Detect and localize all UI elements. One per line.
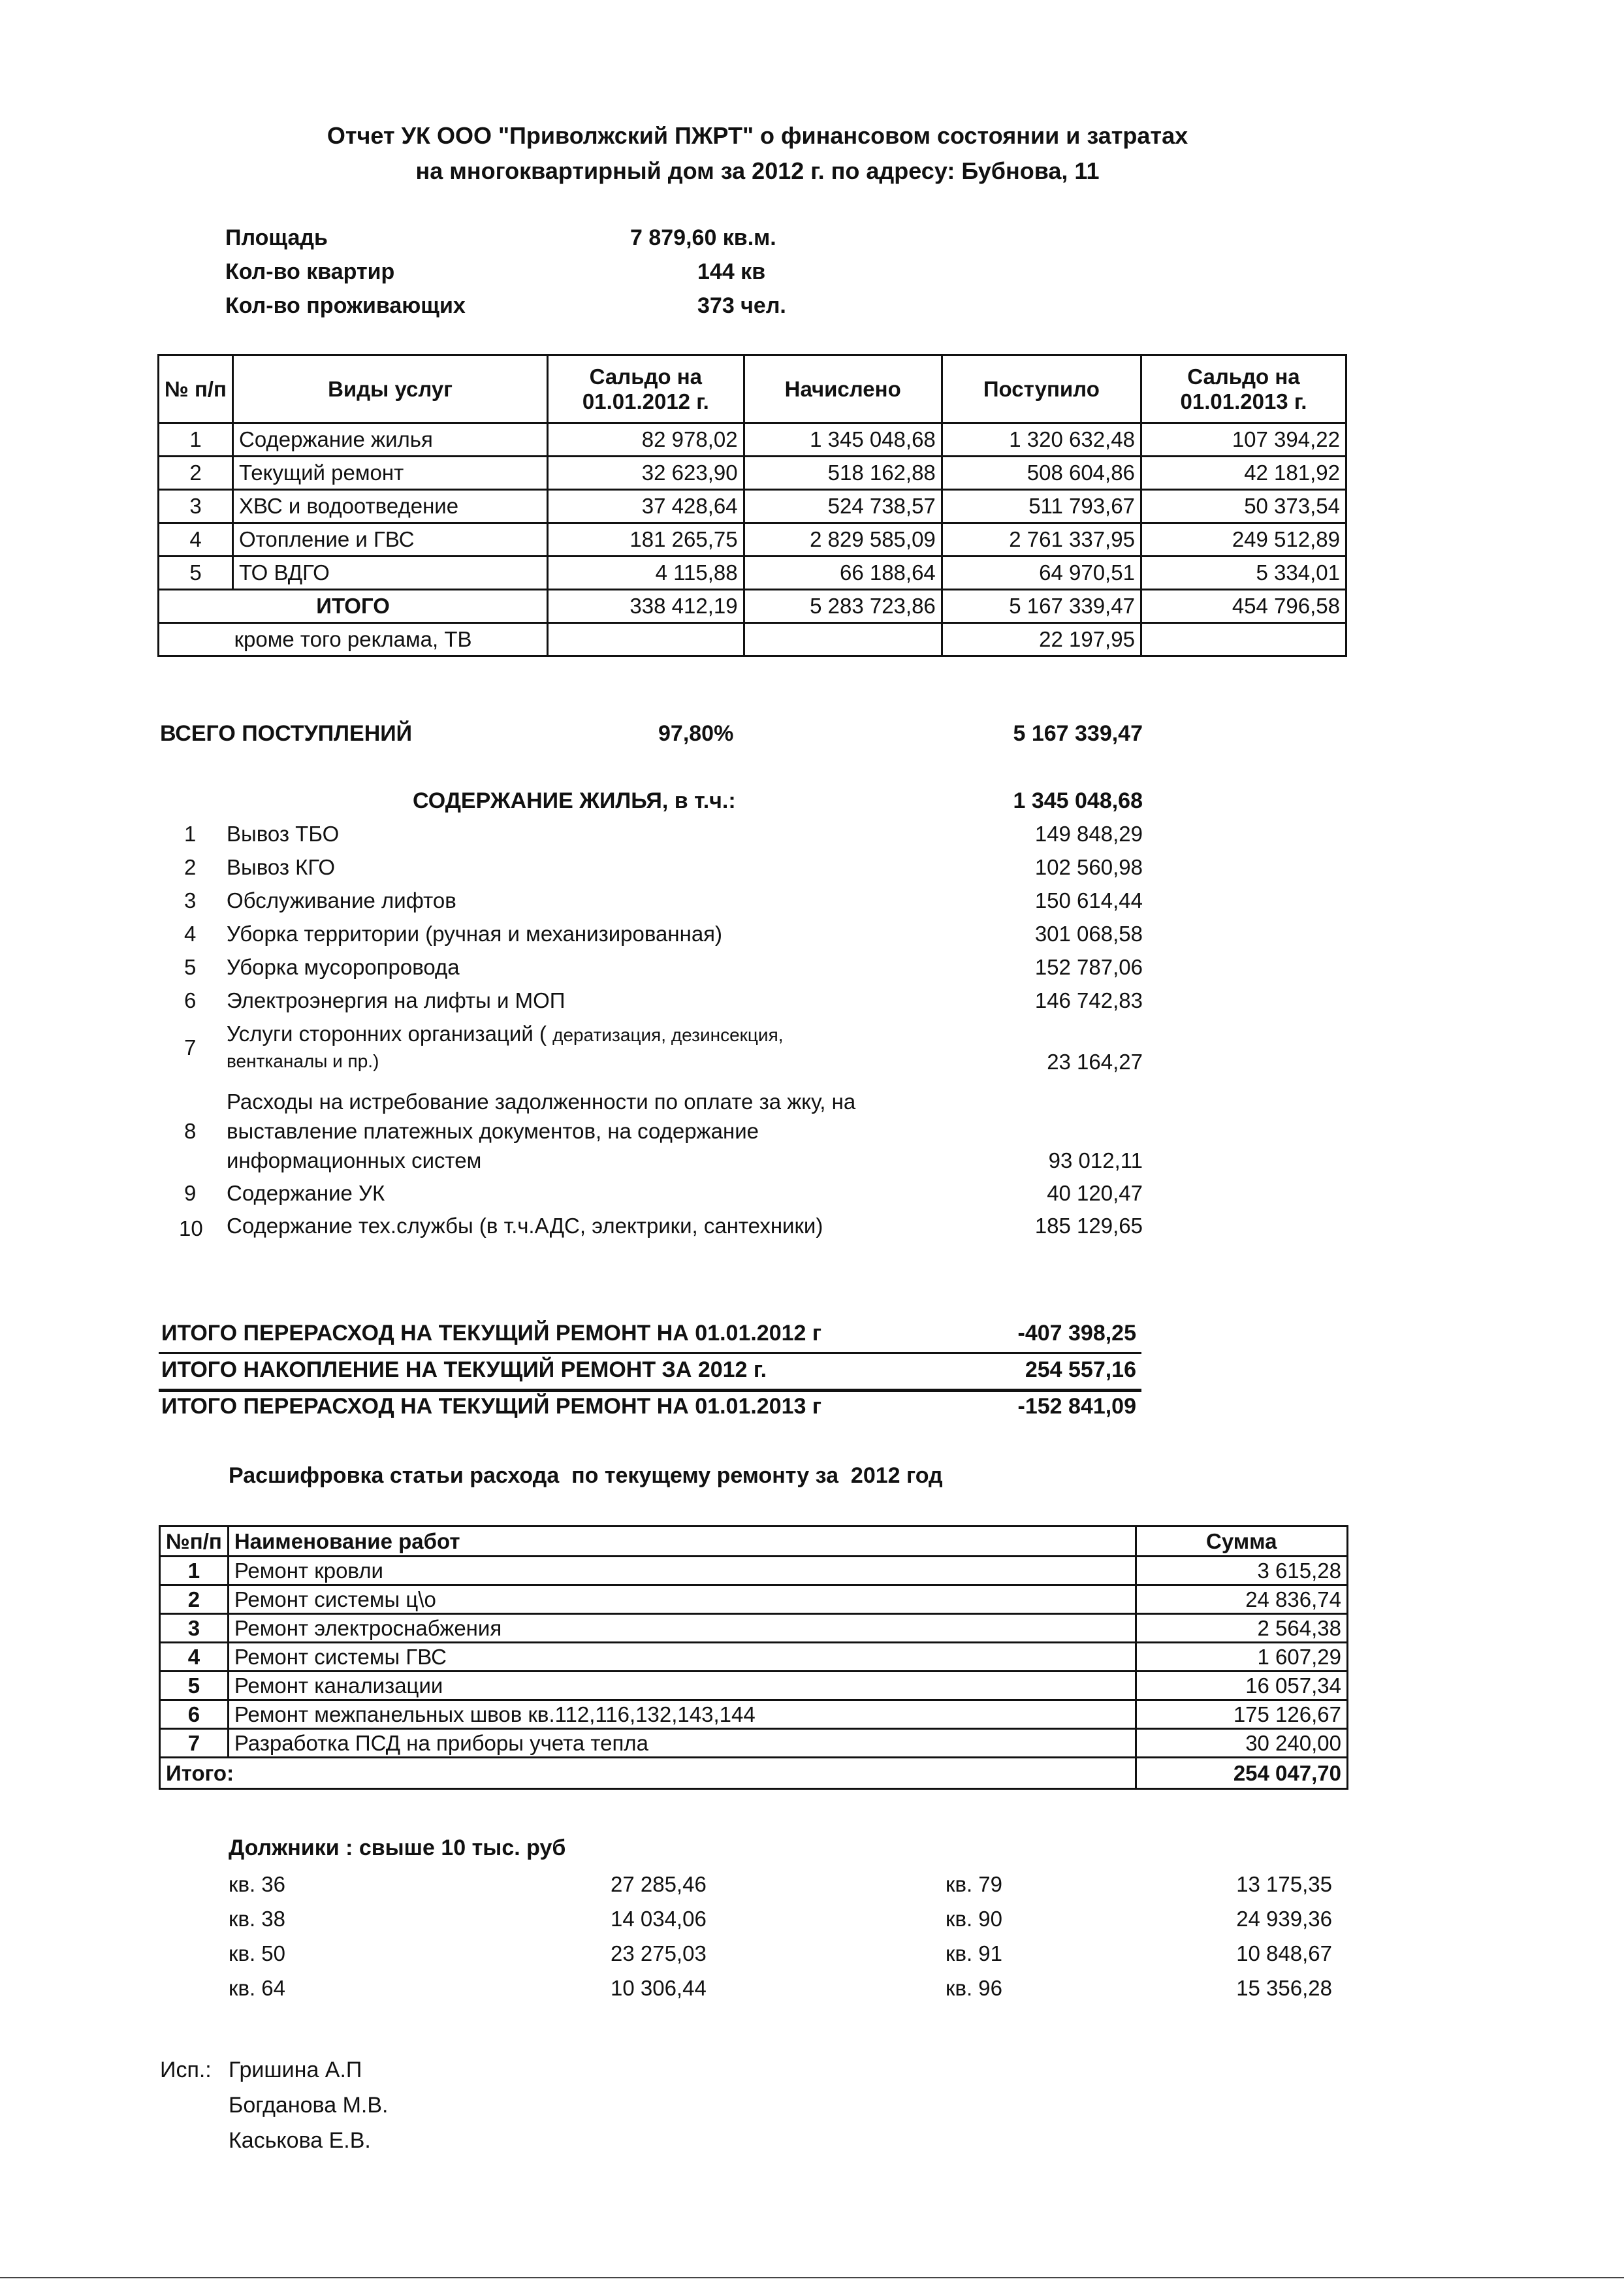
- receipts-label: ВСЕГО ПОСТУПЛЕНИЙ: [160, 721, 413, 746]
- item-text-line2: выставление платежных документов, на содержание: [227, 1119, 759, 1143]
- table-row: [160, 1643, 1348, 1672]
- item-text: Вывоз ТБО: [227, 822, 340, 846]
- repair-breakdown-title: Расшифровка статьи расхода по текущему ремонту за 2012 год: [229, 1463, 943, 1488]
- table-row: [160, 1557, 1348, 1585]
- row-balance-end: 107 394,22: [1141, 423, 1346, 457]
- row-work: Ремонт системы ГВС: [228, 1643, 1136, 1672]
- row-received: 511 793,67: [942, 490, 1141, 523]
- row-balance-start: 181 265,75: [548, 523, 744, 557]
- row-balance-start: 32 623,90: [548, 457, 744, 490]
- total-accrued: 5 283 723,86: [744, 590, 942, 623]
- row-accrued: 66 188,64: [744, 557, 942, 590]
- col-header-sum: Сумма: [1136, 1527, 1347, 1557]
- info-label-area: Площадь: [225, 225, 328, 250]
- item-text-line3: информационных систем: [227, 1148, 482, 1172]
- report-title-line1: Отчет УК ООО "Приволжский ПЖРТ" о финансовом состоянии и затратах: [326, 122, 1188, 149]
- item-value: 149 848,29: [1034, 822, 1143, 846]
- row-service: Текущий ремонт: [233, 457, 548, 490]
- receipts-value: 5 167 339,47: [1013, 721, 1143, 746]
- row-accrued: 1 345 048,68: [744, 423, 942, 457]
- row-work: Ремонт системы ц\о: [228, 1585, 1136, 1614]
- maintenance-header: СОДЕРЖАНИЕ ЖИЛЬЯ, в т.ч.:: [413, 788, 736, 813]
- total-row: [159, 590, 1346, 623]
- total-label: Итого:: [160, 1758, 1136, 1789]
- item-number: 7: [184, 1035, 197, 1059]
- total-row: [160, 1758, 1348, 1789]
- row-number: 4: [160, 1643, 229, 1672]
- col-header-balance-start: Сальдо на 01.01.2012 г.: [548, 355, 744, 423]
- extra-empty: [548, 623, 744, 656]
- extra-row: [159, 623, 1346, 656]
- item-text: Вывоз КГО: [227, 855, 336, 879]
- info-label-residents: Кол-во проживающих: [225, 293, 466, 318]
- row-accrued: 518 162,88: [744, 457, 942, 490]
- item-text: Содержание тех.службы (в т.ч.АДС, электрики, сантехники): [227, 1214, 823, 1238]
- col-header-balance-end: Сальдо на 01.01.2013 г.: [1141, 355, 1346, 423]
- table-row: [160, 1729, 1348, 1758]
- row-received: 1 320 632,48: [942, 423, 1141, 457]
- table-row: [159, 423, 1346, 457]
- row-number: 2: [159, 457, 233, 490]
- row-work: Ремонт канализации: [228, 1672, 1136, 1700]
- table-row: [159, 523, 1346, 557]
- row-balance-end: 50 373,54: [1141, 490, 1346, 523]
- table-row: [160, 1585, 1348, 1614]
- item-number: 3: [184, 888, 197, 913]
- item-text-line1: Расходы на истребование задолженности по оплате за жку, на: [227, 1090, 856, 1114]
- debtors-title: Должники : свыше 10 тыс. руб: [229, 1835, 566, 1860]
- item-text-part-small: дератизация, дезинсекция,: [552, 1025, 784, 1045]
- row-work: Разработка ПСД на приборы учета тепла: [228, 1729, 1136, 1758]
- item-number: 6: [184, 988, 197, 1012]
- row-balance-end: 249 512,89: [1141, 523, 1346, 557]
- row-sum: 175 126,67: [1136, 1700, 1347, 1729]
- row-received: 64 970,51: [942, 557, 1141, 590]
- debtor-sum: 13 175,35: [1236, 1872, 1332, 1896]
- executor-name: Каськова Е.В.: [229, 2128, 371, 2153]
- item-text: Уборка территории (ручная и механизированная): [227, 922, 723, 946]
- debtor-sum: 15 356,28: [1236, 1976, 1332, 2000]
- row-service: Отопление и ГВС: [233, 523, 548, 557]
- item-number: 8: [184, 1119, 197, 1143]
- row-sum: 1 607,29: [1136, 1643, 1347, 1672]
- item-number: 1: [184, 822, 197, 846]
- report-title-line2: на многоквартирный дом за 2012 г. по адресу: Бубнова, 11: [415, 157, 1100, 184]
- repair-total-value-2013: -152 841,09: [1017, 1394, 1136, 1419]
- debtor-sum: 24 939,36: [1236, 1907, 1332, 1931]
- info-value-area: 7 879,60 кв.м.: [630, 225, 776, 250]
- row-received: 508 604,86: [942, 457, 1141, 490]
- item-value: 23 164,27: [1047, 1050, 1143, 1074]
- table-row: [160, 1672, 1348, 1700]
- row-sum: 30 240,00: [1136, 1729, 1347, 1758]
- row-number: 1: [159, 423, 233, 457]
- debtor-apartment: кв. 91: [946, 1941, 1003, 1965]
- row-number: 4: [159, 523, 233, 557]
- row-number: 7: [160, 1729, 229, 1758]
- row-service: ХВС и водоотведение: [233, 490, 548, 523]
- item-value: 102 560,98: [1034, 855, 1143, 879]
- col-header-work: Наименование работ: [228, 1527, 1136, 1557]
- item-number: 5: [184, 955, 197, 979]
- total-received: 5 167 339,47: [942, 590, 1141, 623]
- receipts-percent: 97,80%: [658, 721, 734, 746]
- debtor-sum: 10 848,67: [1236, 1941, 1332, 1965]
- col-header-service: Виды услуг: [233, 355, 548, 423]
- item-value: 146 742,83: [1034, 988, 1143, 1012]
- executor-name: Гришина А.П: [229, 2058, 362, 2082]
- item-value: 93 012,11: [1048, 1148, 1143, 1172]
- table-row: [159, 490, 1346, 523]
- debtor-sum: 10 306,44: [611, 1976, 707, 2000]
- debtor-sum: 27 285,46: [611, 1872, 707, 1896]
- repair-total-label-2013: ИТОГО ПЕРЕРАСХОД НА ТЕКУЩИЙ РЕМОНТ НА 01.01.2013 г: [161, 1394, 822, 1419]
- repair-total-label-2012: ИТОГО ПЕРЕРАСХОД НА ТЕКУЩИЙ РЕМОНТ НА 01.01.2012 г: [161, 1321, 822, 1346]
- row-number: 5: [159, 557, 233, 590]
- row-balance-start: 4 115,88: [548, 557, 744, 590]
- col-header-accrued: Начислено: [744, 355, 942, 423]
- item-text: Содержание УК: [227, 1181, 385, 1205]
- info-value-residents: 373 чел.: [697, 293, 786, 318]
- item-text-line2: вентканалы и пр.): [227, 1051, 379, 1071]
- debtor-apartment: кв. 38: [229, 1907, 286, 1931]
- repair-table: [159, 1525, 1348, 1790]
- row-balance-end: 42 181,92: [1141, 457, 1346, 490]
- row-sum: 3 615,28: [1136, 1557, 1347, 1585]
- extra-received: 22 197,95: [942, 623, 1141, 656]
- repair-accumulation-label: ИТОГО НАКОПЛЕНИЕ НА ТЕКУЩИЙ РЕМОНТ ЗА 2012 г.: [161, 1357, 767, 1382]
- item-value: 301 068,58: [1034, 922, 1143, 946]
- maintenance-total: 1 345 048,68: [1013, 788, 1143, 813]
- table-row: [159, 457, 1346, 490]
- row-work: Ремонт межпанельных швов кв.112,116,132,143,144: [228, 1700, 1136, 1729]
- debtor-apartment: кв. 90: [946, 1907, 1003, 1931]
- item-text-part: Услуги сторонних организаций (: [227, 1022, 547, 1046]
- total-label: ИТОГО: [159, 590, 548, 623]
- row-balance-start: 82 978,02: [548, 423, 744, 457]
- row-sum: 24 836,74: [1136, 1585, 1347, 1614]
- row-service: ТО ВДГО: [233, 557, 548, 590]
- row-sum: 2 564,38: [1136, 1614, 1347, 1643]
- extra-empty: [744, 623, 942, 656]
- debtor-apartment: кв. 96: [946, 1976, 1003, 2000]
- item-text-line1: [227, 1022, 784, 1046]
- extra-label: кроме того реклама, ТВ: [159, 623, 548, 656]
- debtor-sum: 14 034,06: [611, 1907, 707, 1931]
- debtor-apartment: кв. 36: [229, 1872, 286, 1896]
- item-number: 4: [184, 922, 197, 946]
- item-text: Электроэнергия на лифты и МОП: [227, 988, 565, 1012]
- row-sum: 16 057,34: [1136, 1672, 1347, 1700]
- item-number: 2: [184, 855, 197, 879]
- row-balance-end: 5 334,01: [1141, 557, 1346, 590]
- row-number: 2: [160, 1585, 229, 1614]
- row-number: 1: [160, 1557, 229, 1585]
- item-value: 152 787,06: [1034, 955, 1143, 979]
- item-number: 10: [179, 1216, 203, 1240]
- executors-label: Исп.:: [160, 2058, 212, 2082]
- col-header-number: № п/п: [159, 355, 233, 423]
- scan-edge-line: [0, 2277, 1624, 2278]
- debtor-apartment: кв. 79: [946, 1872, 1003, 1896]
- item-text: Уборка мусоропровода: [227, 955, 460, 979]
- row-accrued: 2 829 585,09: [744, 523, 942, 557]
- debtor-apartment: кв. 50: [229, 1941, 286, 1965]
- divider: [159, 1389, 1141, 1392]
- item-text: Обслуживание лифтов: [227, 888, 456, 913]
- executor-name: Богданова М.В.: [229, 2093, 389, 2118]
- total-balance-start: 338 412,19: [548, 590, 744, 623]
- row-accrued: 524 738,57: [744, 490, 942, 523]
- debtor-sum: 23 275,03: [611, 1941, 707, 1965]
- row-number: 3: [159, 490, 233, 523]
- table-row: [160, 1700, 1348, 1729]
- row-service: Содержание жилья: [233, 423, 548, 457]
- row-work: Ремонт электроснабжения: [228, 1614, 1136, 1643]
- col-header-received: Поступило: [942, 355, 1141, 423]
- divider: [159, 1352, 1141, 1354]
- item-value: 40 120,47: [1047, 1181, 1143, 1205]
- total-sum: 254 047,70: [1136, 1758, 1347, 1789]
- col-header-number: №п/п: [160, 1527, 229, 1557]
- extra-empty: [1141, 623, 1346, 656]
- table-row: [159, 557, 1346, 590]
- table-row: [160, 1614, 1348, 1643]
- item-number: 9: [184, 1181, 197, 1205]
- row-number: 5: [160, 1672, 229, 1700]
- debtor-apartment: кв. 64: [229, 1976, 286, 2000]
- info-label-flats: Кол-во квартир: [225, 259, 395, 284]
- row-number: 6: [160, 1700, 229, 1729]
- row-work: Ремонт кровли: [228, 1557, 1136, 1585]
- total-balance-end: 454 796,58: [1141, 590, 1346, 623]
- row-received: 2 761 337,95: [942, 523, 1141, 557]
- repair-accumulation-value: 254 557,16: [1025, 1357, 1136, 1382]
- info-value-flats: 144 кв: [697, 259, 766, 284]
- row-number: 3: [160, 1614, 229, 1643]
- repair-total-value-2012: -407 398,25: [1017, 1321, 1136, 1346]
- item-value: 150 614,44: [1034, 888, 1143, 913]
- services-table: [157, 354, 1347, 657]
- item-value: 185 129,65: [1034, 1214, 1143, 1238]
- row-balance-start: 37 428,64: [548, 490, 744, 523]
